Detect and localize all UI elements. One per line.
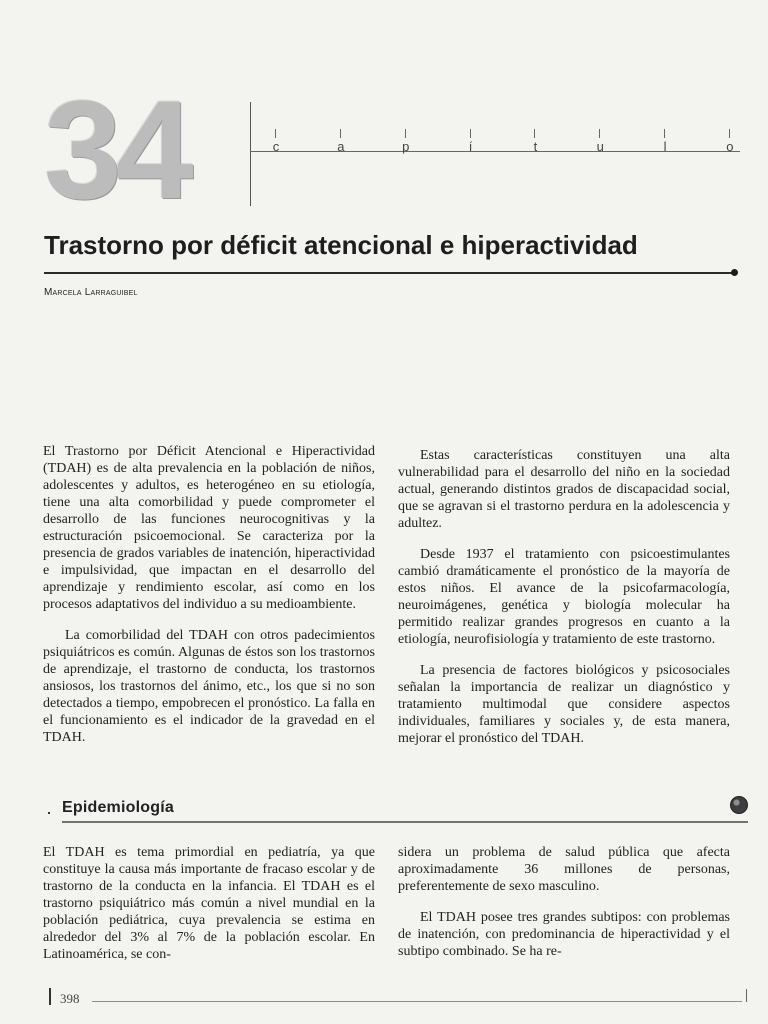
chapter-letter: a [333,140,349,154]
chapter-word [268,140,738,154]
author-name: Marcela Larraguibel [44,287,138,298]
chapter-title: Trastorno por déficit atencional e hiperactividad [44,230,638,260]
chapter-letter: c [268,140,284,154]
footer-rule [92,1001,742,1002]
chapter-letter: t [527,140,543,154]
page-number: 398 [60,991,80,1006]
page-mark [49,988,51,1005]
intro-paragraph: La comorbilidad del TDAH con otros padecimientos psiquiátricos es común. Algunas de éstos son los trastornos de aprendizaje, el trastorno de conducta, los trastornos ansiosos, los trastornos del ánimo, etc., los que si no son detectados a tiempo, empobrecen el pronóstico. La falla en el funcionamiento es el indicador de la gravedad en el TDAH. [43,628,375,745]
chapter-letter: l [657,140,673,154]
intro-paragraph: Estas características constituyen una alta vulnerabilidad para el desarrollo del niño en la sociedad actual, generando distintos grados de discapacidad social, que se agravan si el trastorno perdura en la adolescencia y adultez. [398,448,730,531]
chapter-letter: o [722,140,738,154]
section-rule [62,821,748,823]
section-end-icon [730,796,748,814]
intro-left-column [43,443,375,760]
intro-paragraph: La presencia de factores biológicos y psicosociales señalan la importancia de realizar un diagnóstico y tratamiento multimodal que considere aspectos individuales, familiares y sociales y, de esta manera, mejorar el pronóstico del TDAH. [398,663,730,746]
chapter-divider [250,102,251,206]
intro-paragraph: El Trastorno por Déficit Atencional e Hiperactividad (TDAH) es de alta prevalencia en la población de niños, adolescentes y adultos, es heterogéneo en su etiología, tiene una alta comorbilidad y puede comprometer el desarrollo de las funciones neurocognitivas y la estructuración psicoemocional. Se caracteriza por la presencia de grados variables de inatención, hiperactividad e impulsividad, que impactan en el desarrollo del aprendizaje y rendimiento escolar, así como en los procesos adaptativos del individuo a su medioambiente. [43,444,375,612]
section-bullet [48,812,50,814]
section-heading: Epidemiología [62,799,174,816]
section-left-column [43,844,375,977]
section-paragraph: El TDAH posee tres grandes subtipos: con problemas de inatención, con predominancia de hiperactividad y el subtipo combinado. Se ha re- [398,910,730,959]
title-rule-dot [731,269,738,276]
chapter-letter: í [463,140,479,154]
title-rule [44,272,734,274]
section-paragraph: El TDAH es tema primordial en pediatría, ya que constituye la causa más importante de fracaso escolar y de trastorno de la conducta en la infancia. El TDAH es el trastorno psiquiátrico más común a nivel mundial en la población pediátrica, cuya prevalencia se estima en alrededor del 3% al 7% de la población escolar. En Latinoamérica, se con- [43,845,375,962]
chapter-number: 34 [44,71,188,228]
intro-paragraph: Desde 1937 el tratamiento con psicoestimulantes cambió dramáticamente el pronóstico de la mayoría de estos niños. El avance de la psicofarmacología, neuroimágenes, genética y biología molecular ha permitido realizar grandes progresos en cuanto a la etiología, neurofisiología y tratamiento de este trastorno. [398,547,730,647]
intro-right-column [398,447,730,761]
section-right-column [398,844,730,974]
chapter-letter: p [398,140,414,154]
chapter-letter: u [592,140,608,154]
footer-tick [746,989,747,1002]
section-paragraph: sidera un problema de salud pública que afecta aproximadamente 36 millones de personas, preferentemente de sexo masculino. [398,845,730,894]
